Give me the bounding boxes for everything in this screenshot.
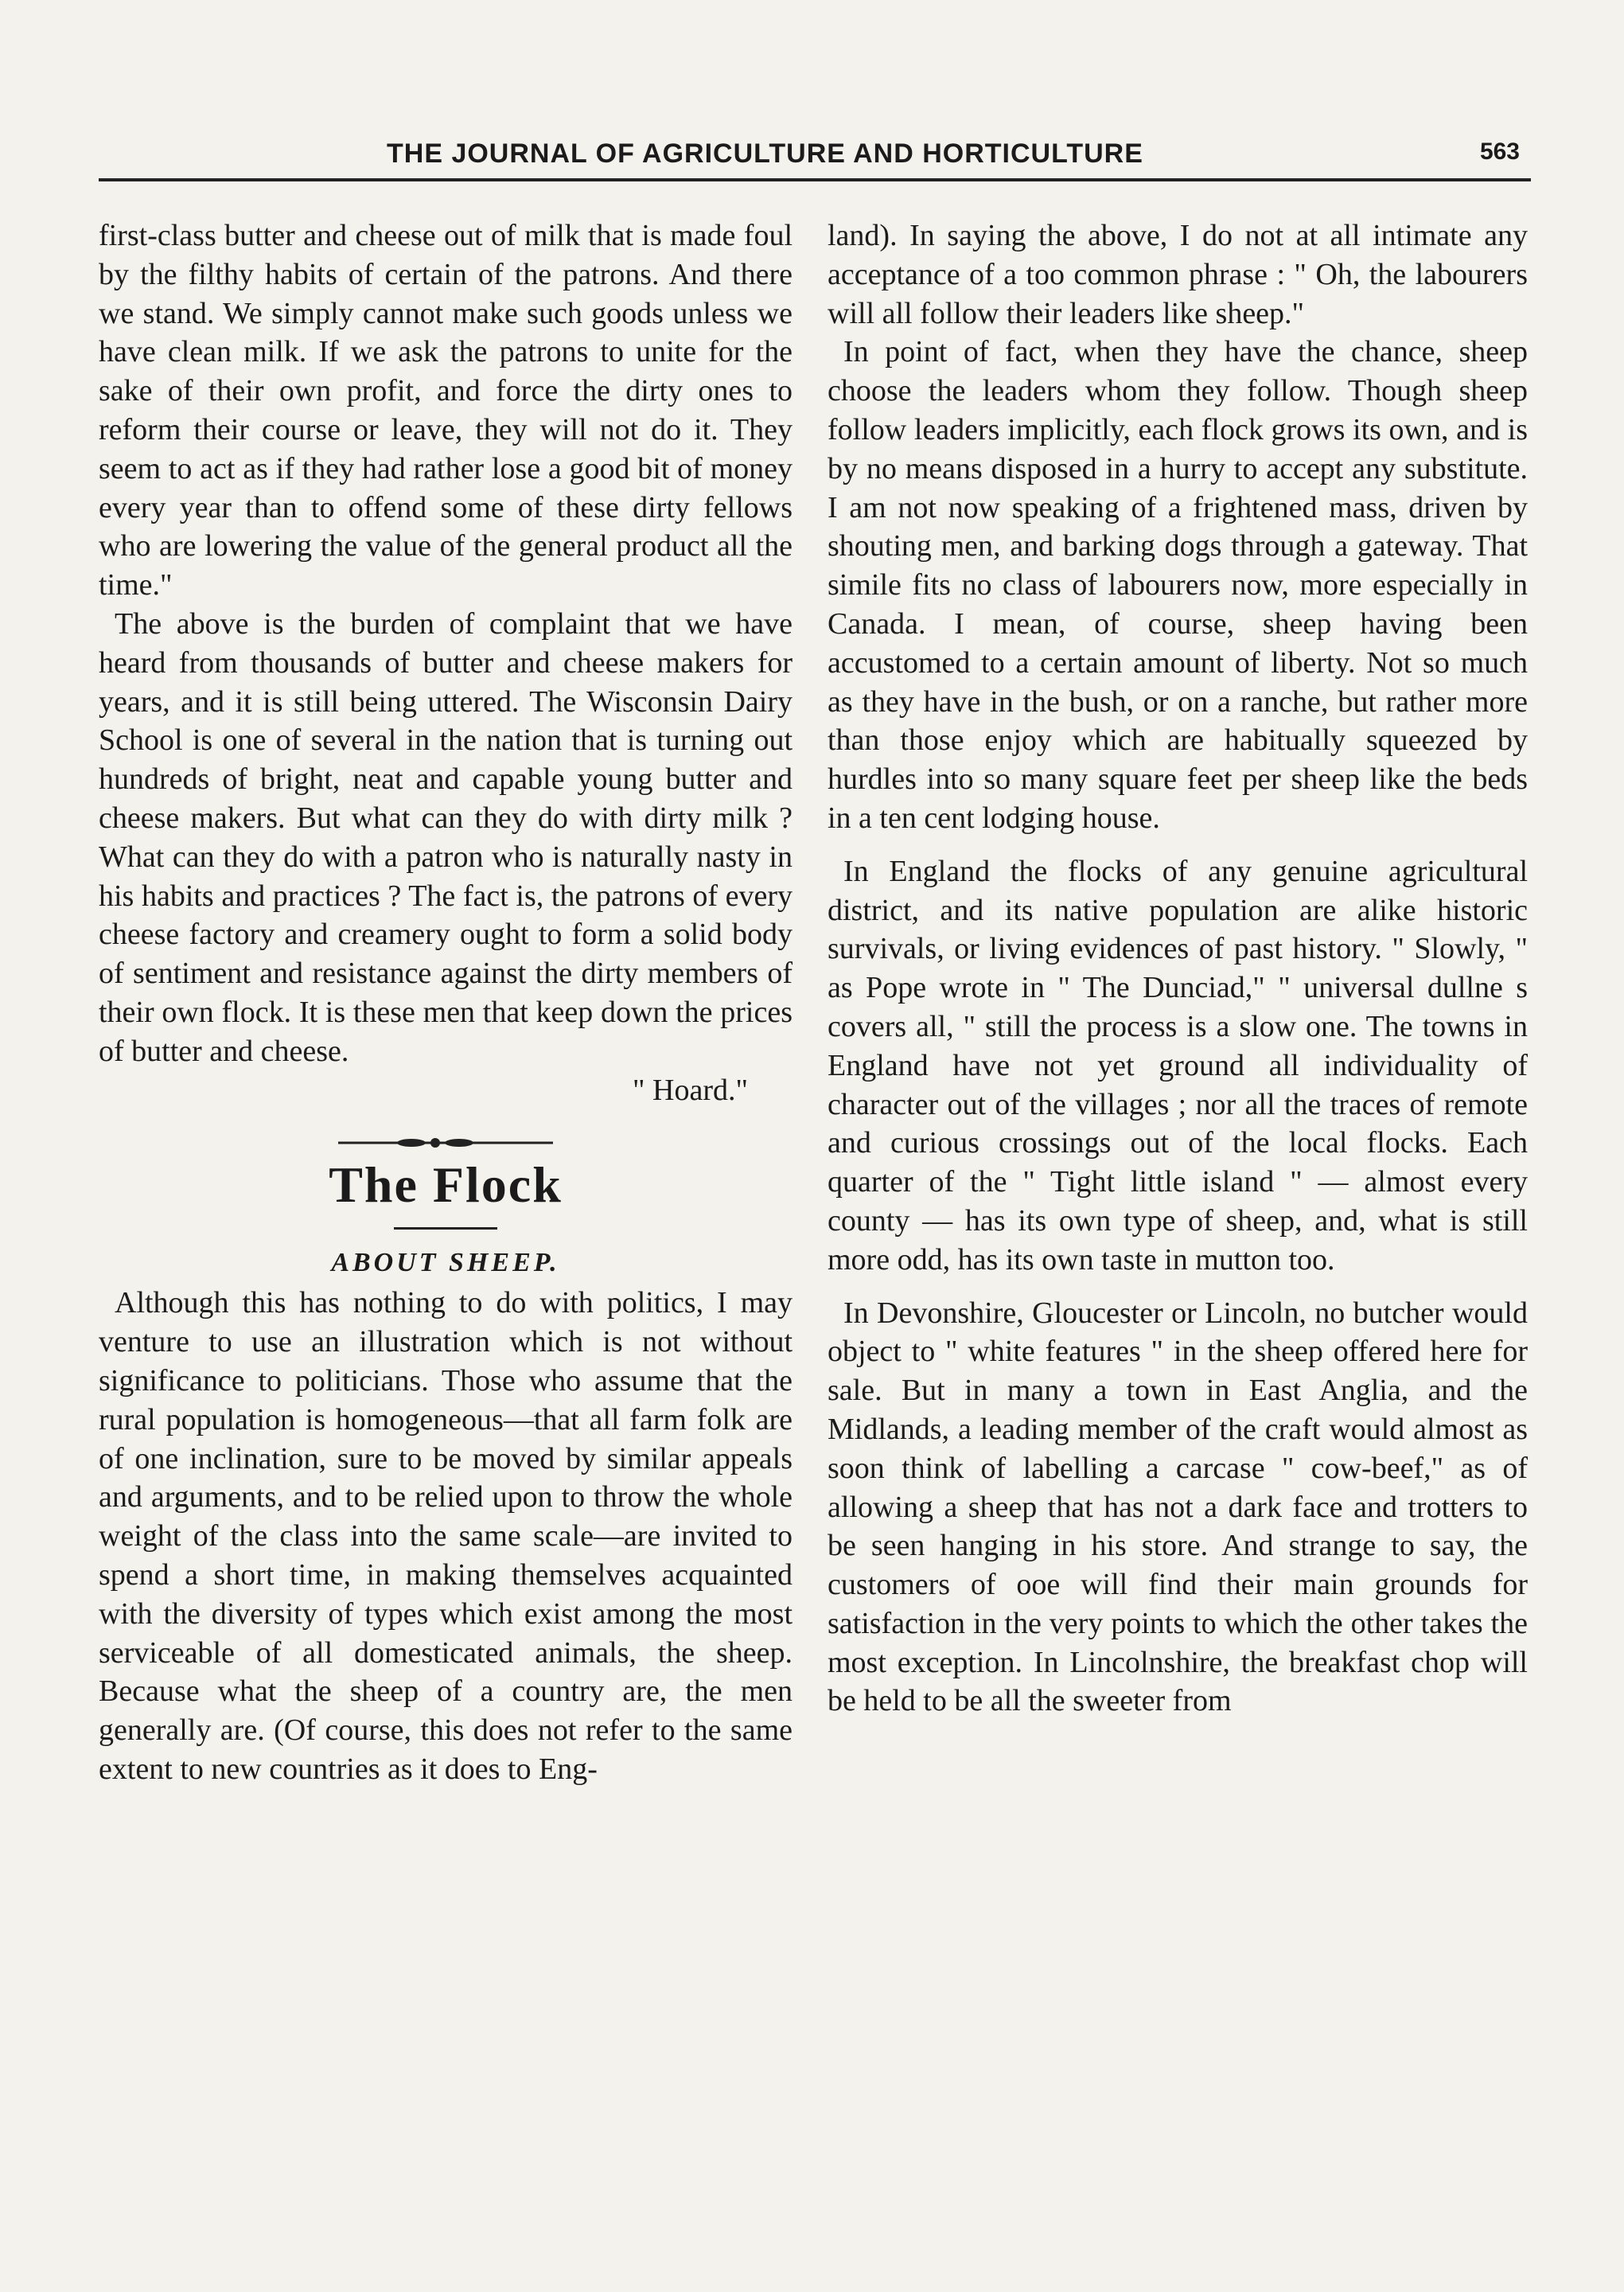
page-header xyxy=(99,134,1531,181)
right-paragraph-devonshire: In Devonshire, Gloucester or Lincoln, no butcher would object to " white features " in the sheep offered here for sale. But in many a town in East Anglia, and the Midlands, a leading member of the craft would almost as soon think of labelling a carcase " cow-beef," as of allowing a sheep that has not a dark face and trotters to be seen hanging in his store. And strange to say, the customers of ooe will find their main grounds for satisfaction in the very points to which the other takes the most exception. In Lincolnshire, the breakfast chop will be held to be all the sweeter from xyxy=(828,1296,1528,1718)
left-column xyxy=(99,216,793,1789)
section-ornament-icon xyxy=(338,1133,553,1152)
paragraph-spacing xyxy=(828,1280,1528,1294)
right-paragraph-leaders: In point of fact, when they have the chance, sheep choose the leaders whom they follow. Though sheep follow leaders implicitly, each flock grows its own, and is by no means disposed in a hurry to accept any substitute. I am not now speaking of a frightened mass, driven by shouting men, and barking dogs through a gateway. That simile fits no class of labourers now, more especially in Canada. I mean, of course, sheep having been accustomed to a certain amount of liberty. Not so much as they have in the bush, or on a ranche, but rather more than those enjoy which are habitually squeezed by hurdles into so many square feet per sheep like the beds in a ten cent lodging house. xyxy=(828,335,1528,835)
section-divider xyxy=(394,1227,497,1230)
right-continued-paragraph: land). In saying the above, I do not at all intimate any acceptance of a too common phrase : " Oh, the labourers will all follow their leaders like sheep." xyxy=(828,219,1528,330)
running-title: THE JOURNAL OF AGRICULTURE AND HORTICULTURE xyxy=(387,138,1143,169)
section-title-the-flock: The Flock xyxy=(329,1156,563,1214)
right-column xyxy=(828,216,1528,1721)
page-number: 563 xyxy=(1479,138,1520,165)
left-continued-paragraph: first-class butter and cheese out of milk that is made foul by the filthy habits of certain of the patrons. And there we stand. We simply cannot make such goods unless we have clean milk. If we ask the patrons to unite for the sake of their own profit, and force the dirty ones to reform their course or leave, they will not do it. They seem to act as if they had rather lose a good bit of money every year than to offend some of these dirty fellows who are lowering the value of the general product all the time." xyxy=(99,219,793,602)
article-subheading: ABOUT SHEEP. xyxy=(331,1248,560,1278)
left-paragraph-sheep-intro: Although this has nothing to do with politics, I may venture to use an illustration which is not without significance to politicians. Those who assume that the rural population is homogeneous—that all farm folk are of one inclination, sure to be moved by similar appeals and arguments, and to be relied upon to throw the whole weight of the class into the same scale—are invited to spend a short time, in making themselves acquainted with the diversity of types which exist among the most serviceable of all domesticated animals, the sheep. Because what the sheep of a country are, the men generally are. (Of course, this does not refer to the same extent to new countries as it does to Eng- xyxy=(99,1286,793,1786)
article-attribution: " Hoard." xyxy=(633,1073,748,1107)
left-paragraph-dairy-school: The above is the burden of complaint that we have heard from thousands of butter and cheese makers for years, and it is still being uttered. The Wisconsin Dairy School is one of several in the nation that is turning out hundreds of bright, neat and capable young butter and cheese makers. But what can they do with dirty milk ? What can they do with a patron who is naturally nasty in his habits and practices ? The fact is, the patrons of every cheese factory and creamery ought to form a solid body of sentiment and resistance against the dirty members of their own flock. It is these men that keep down the prices of butter and cheese. xyxy=(99,606,793,1068)
paragraph-spacing xyxy=(828,838,1528,852)
right-paragraph-england: In England the flocks of any genuine agricultural district, and its native population are alike historic survivals, or living evidences of past history. " Slowly, " as Pope wrote in " The Dunciad," " universal dullne s covers all, " still the process is a slow one. The towns in England have not yet ground all individuality of character out of the villages ; nor all the traces of remote and curious crossings out of the local flocks. Each quarter of the " Tight little island " — almost every county — has its own type of sheep, and, what is still more odd, has its own taste in mutton too. xyxy=(828,854,1528,1277)
